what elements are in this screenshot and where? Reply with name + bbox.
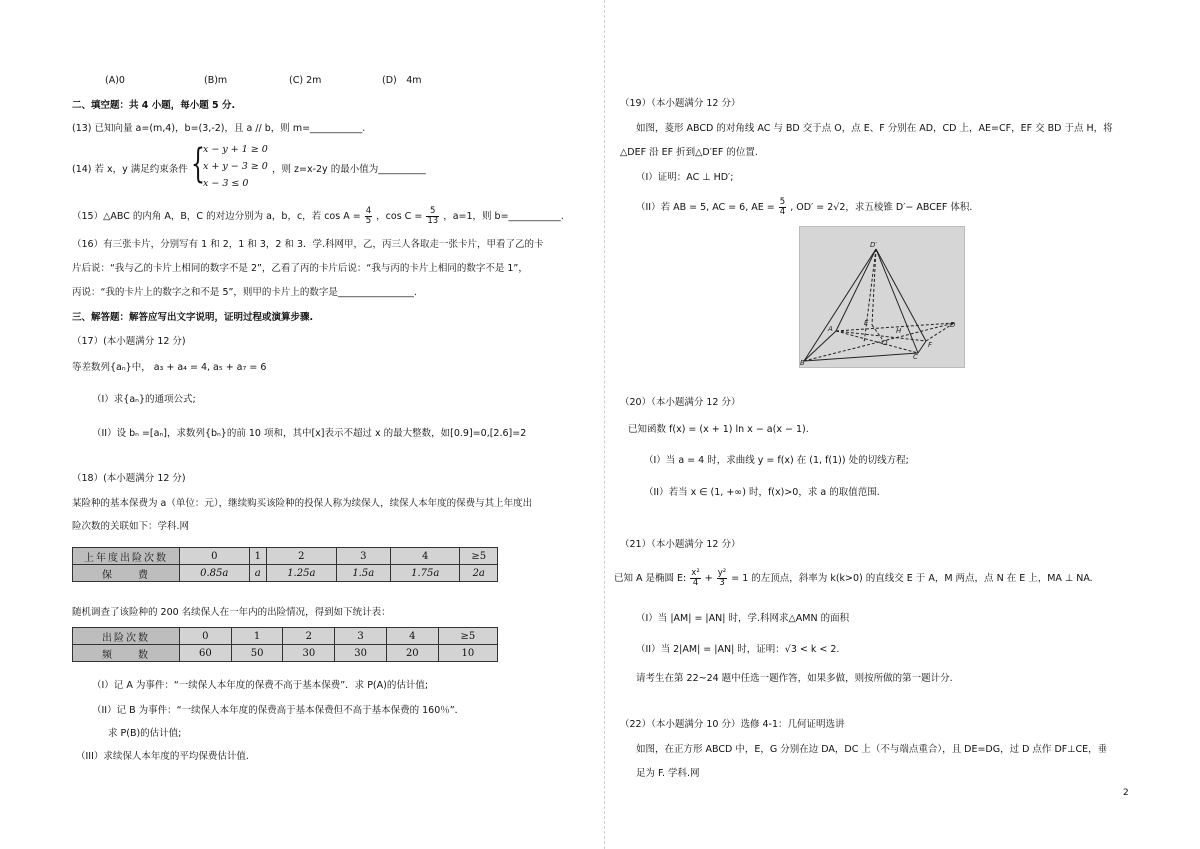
frequency-table-header-1: 1 <box>231 628 283 645</box>
option-c: (C) 2m <box>289 75 322 86</box>
q15-cosC-den: 13 <box>427 216 439 226</box>
frequency-table-row-label: 频 数 <box>73 645 180 662</box>
premium-table-header-0: 0 <box>180 548 250 565</box>
q19-ii-prefix: （II）若 AB = 5, AC = 6, AE = <box>636 202 775 213</box>
constraint-system <box>191 141 271 194</box>
question-21-part-i: （I）当 |AM| = |AN| 时，学.科网求△AMN 的面积 <box>636 613 850 624</box>
label-e: E <box>864 319 869 327</box>
label-o: O <box>882 339 888 347</box>
frequency-table-header-4: 4 <box>386 628 438 645</box>
frequency-table-value-row <box>73 645 498 662</box>
frequency-table-header-2: 2 <box>283 628 335 645</box>
question-17-stem: 等差数列{aₙ}中， a₃ + a₄ = 4, a₅ + a₇ = 6 <box>72 362 267 373</box>
question-21-stem <box>614 566 1093 592</box>
premium-table-header-4: 4 <box>390 548 460 565</box>
q21-frac2-num: y² <box>717 568 727 578</box>
q19-ii-frac-den: 4 <box>779 207 786 217</box>
question-15 <box>72 204 564 230</box>
question-17-title: （17）(本小题满分 12 分) <box>72 336 186 347</box>
question-17-part-i: （I）求{aₙ}的通项公式; <box>92 394 196 405</box>
question-22-line-2: 足为 F. 学科.网 <box>636 768 700 779</box>
premium-table-value-row <box>73 565 498 582</box>
question-22-line-1: 如图，在正方形 ABCD 中，E，G 分别在边 DA，DC 上（不与端点重合），且 DE=DG，过 D 点作 DF⊥CE，垂 <box>636 744 1108 755</box>
q19-ii-fraction <box>779 198 786 217</box>
question-18-title: （18）(本小题满分 12 分) <box>72 473 186 484</box>
question-21-title: （21）（本小题满分 12 分） <box>620 539 741 550</box>
label-c: C <box>913 353 918 361</box>
frequency-table-header-3: 3 <box>335 628 387 645</box>
question-19-part-i: （I）证明：AC ⊥ HD′; <box>636 172 734 183</box>
q15-mid: ，cos C = <box>376 211 423 222</box>
section3-heading: 三、解答题：解答应写出文字说明，证明过程或演算步骤. <box>72 312 314 323</box>
premium-table-header-5: ≥5 <box>460 548 498 565</box>
q21-frac1-num: x² <box>691 568 700 578</box>
premium-table-value-5: 2a <box>460 565 498 582</box>
question-21-part-ii: （II）当 2|AM| = |AN| 时，证明：√3 < k < 2. <box>636 644 840 655</box>
question-17-part-ii: （II）设 bₙ =[aₙ]，求数列{bₙ}的前 10 项和，其中[x]表示不超过 x 的最大整数，如[0.9]=0,[2.6]=2 <box>92 428 527 439</box>
frequency-table-value-2: 30 <box>283 645 335 662</box>
q15-cosC-fraction <box>426 207 439 226</box>
frequency-table <box>72 627 498 662</box>
question-18-part-ii: （II）记 B 为事件：“一续保人本年度的保费高于基本保费但不高于基本保费的 160％”． <box>92 705 465 716</box>
premium-table-value-0: 0.85a <box>180 565 250 582</box>
frequency-table-header-5: ≥5 <box>438 628 497 645</box>
question-22-title: （22）（本小题满分 10 分）选修 4-1：几何证明选讲 <box>620 719 845 730</box>
q21-suffix: = 1 的左顶点，斜率为 k(k>0) 的直线交 E 于 A，M 两点，点 N 在 E 上，MA ⊥ NA. <box>731 573 1093 584</box>
question-18-survey: 随机调查了该险种的 200 名续保人在一年内的出险情况，得到如下统计表： <box>72 607 391 618</box>
frequency-table-header-label: 出险次数 <box>73 628 180 645</box>
q15-cosC-num: 5 <box>426 207 439 217</box>
question-19-title: （19）（本小题满分 12 分） <box>620 98 741 109</box>
q21-prefix: 已知 A 是椭圆 E: <box>614 573 687 584</box>
q19-ii-frac-num: 5 <box>779 197 786 207</box>
premium-table-header-label: 上年度出险次数 <box>73 548 180 565</box>
question-20-title: （20）（本小题满分 12 分） <box>620 397 741 408</box>
question-16-line-2: 片后说：“我与乙的卡片上相同的数字不是 2”，乙看了丙的卡片后说：“我与丙的卡片上相同的数字不是 1”， <box>72 263 528 274</box>
pyramid-figure <box>799 226 965 368</box>
question-14-suffix: ，则 z=x-2y 的最小值为__________ <box>272 164 426 175</box>
question-18-part-i: （I）记 A 为事件：“一续保人本年度的保费不高于基本保费”．求 P(A)的估计值; <box>92 680 429 691</box>
question-18-part-ii-b: 求 P(B)的估计值; <box>108 728 182 739</box>
premium-table-value-4: 1.75a <box>390 565 460 582</box>
q15-cosA-num: 4 <box>365 206 372 216</box>
label-d-prime: D′ <box>870 241 877 249</box>
q21-frac2-den: 3 <box>719 578 725 588</box>
question-18-stem-line-1: 某险种的基本保费为 a（单位：元），继续购买该险种的投保人称为续保人，续保人本年度的保费与其上年度出 <box>72 498 533 509</box>
question-19-part-ii <box>636 196 972 220</box>
choose-note: 请考生在第 22~24 题中任选一题作答，如果多做，则按所做的第一题计分. <box>636 673 953 684</box>
frequency-table-value-4: 20 <box>386 645 438 662</box>
question-16-line-3: 丙说：“我的卡片上的数字之和不是 5”，则甲的卡片上的数字是________________. <box>72 287 417 298</box>
frequency-table-value-0: 60 <box>180 645 232 662</box>
question-20-stem: 已知函数 f(x) = (x + 1) ln x − a(x − 1). <box>628 424 809 435</box>
premium-table <box>72 547 498 582</box>
option-b: (B)m <box>204 75 228 86</box>
q21-frac1-den: 4 <box>692 578 699 588</box>
q21-x-fraction <box>690 569 700 588</box>
frequency-table-header-row <box>73 628 498 645</box>
frequency-table-value-1: 50 <box>231 645 283 662</box>
q15-cosA-den: 5 <box>365 216 372 226</box>
label-b: B <box>800 359 805 367</box>
frequency-table-value-5: 10 <box>438 645 497 662</box>
q19-ii-suffix: , OD′ = 2√2，求五棱锥 D′− ABCEF 体积. <box>790 202 973 213</box>
section2-heading: 二、填空题：共 4 小题，每小题 5 分. <box>72 100 236 111</box>
page-number: 2 <box>1123 788 1129 798</box>
option-d: (D) 4m <box>382 75 422 86</box>
premium-table-header-3: 3 <box>336 548 390 565</box>
question-14-prefix: (14) 若 x，y 满足约束条件 <box>72 164 188 175</box>
premium-table-value-3: 1.5a <box>336 565 390 582</box>
premium-table-header-1: 1 <box>249 548 267 565</box>
premium-table-value-1: a <box>249 565 267 582</box>
premium-table-header-2: 2 <box>267 548 337 565</box>
label-a: A <box>828 325 833 333</box>
option-a: (A)0 <box>105 75 125 86</box>
premium-table-row-label: 保 费 <box>73 565 180 582</box>
constraint-2: x + y − 3 ≥ 0 <box>203 161 268 172</box>
frequency-table-value-3: 30 <box>335 645 387 662</box>
label-h: H <box>896 327 902 335</box>
premium-table-header-row <box>73 548 498 565</box>
q21-plus: + <box>704 573 713 584</box>
column-divider <box>604 0 605 849</box>
question-13: (13) 已知向量 a=(m,4)，b=(3,-2)，且 a // b，则 m=___________. <box>72 123 366 134</box>
q21-y-fraction <box>717 569 727 588</box>
label-d: D <box>950 321 956 329</box>
pyramid-diagram <box>800 227 964 367</box>
question-20-part-ii: （II）若当 x ∈ (1, +∞) 时，f(x)>0，求 a 的取值范围. <box>644 487 880 498</box>
premium-table-value-2: 1.25a <box>267 565 337 582</box>
question-19-stem-line-2: △DEF 沿 EF 折到△D′EF 的位置. <box>620 147 758 158</box>
q15-cosA-fraction <box>365 207 372 226</box>
label-f: F <box>928 341 933 349</box>
constraint-3: x − 3 ≤ 0 <box>203 178 249 189</box>
question-20-part-i: （I）当 a = 4 时，求曲线 y = f(x) 在 (1, f(1)) 处的切线方程; <box>644 455 909 466</box>
question-18-part-iii: （III）求续保人本年度的平均保费估计值. <box>76 751 249 762</box>
question-16-line-1: （16）有三张卡片，分别写有 1 和 2，1 和 3，2 和 3．学.科网甲，乙，丙三人各取走一张卡片，甲看了乙的卡 <box>72 239 544 250</box>
brace-symbol: { <box>191 141 205 187</box>
constraint-1: x − y + 1 ≥ 0 <box>203 144 268 155</box>
question-18-stem-line-2: 险次数的关联如下：学科.网 <box>72 521 190 532</box>
frequency-table-header-0: 0 <box>180 628 232 645</box>
q15-suffix: ，a=1，则 b=___________. <box>443 211 564 222</box>
q15-prefix: （15）△ABC 的内角 A，B，C 的对边分别为 a，b，c，若 cos A = <box>72 211 361 222</box>
question-19-stem-line-1: 如图，菱形 ABCD 的对角线 AC 与 BD 交于点 O，点 E、F 分别在 AD，CD 上，AE=CF，EF 交 BD 于点 H，将 <box>636 123 1113 134</box>
